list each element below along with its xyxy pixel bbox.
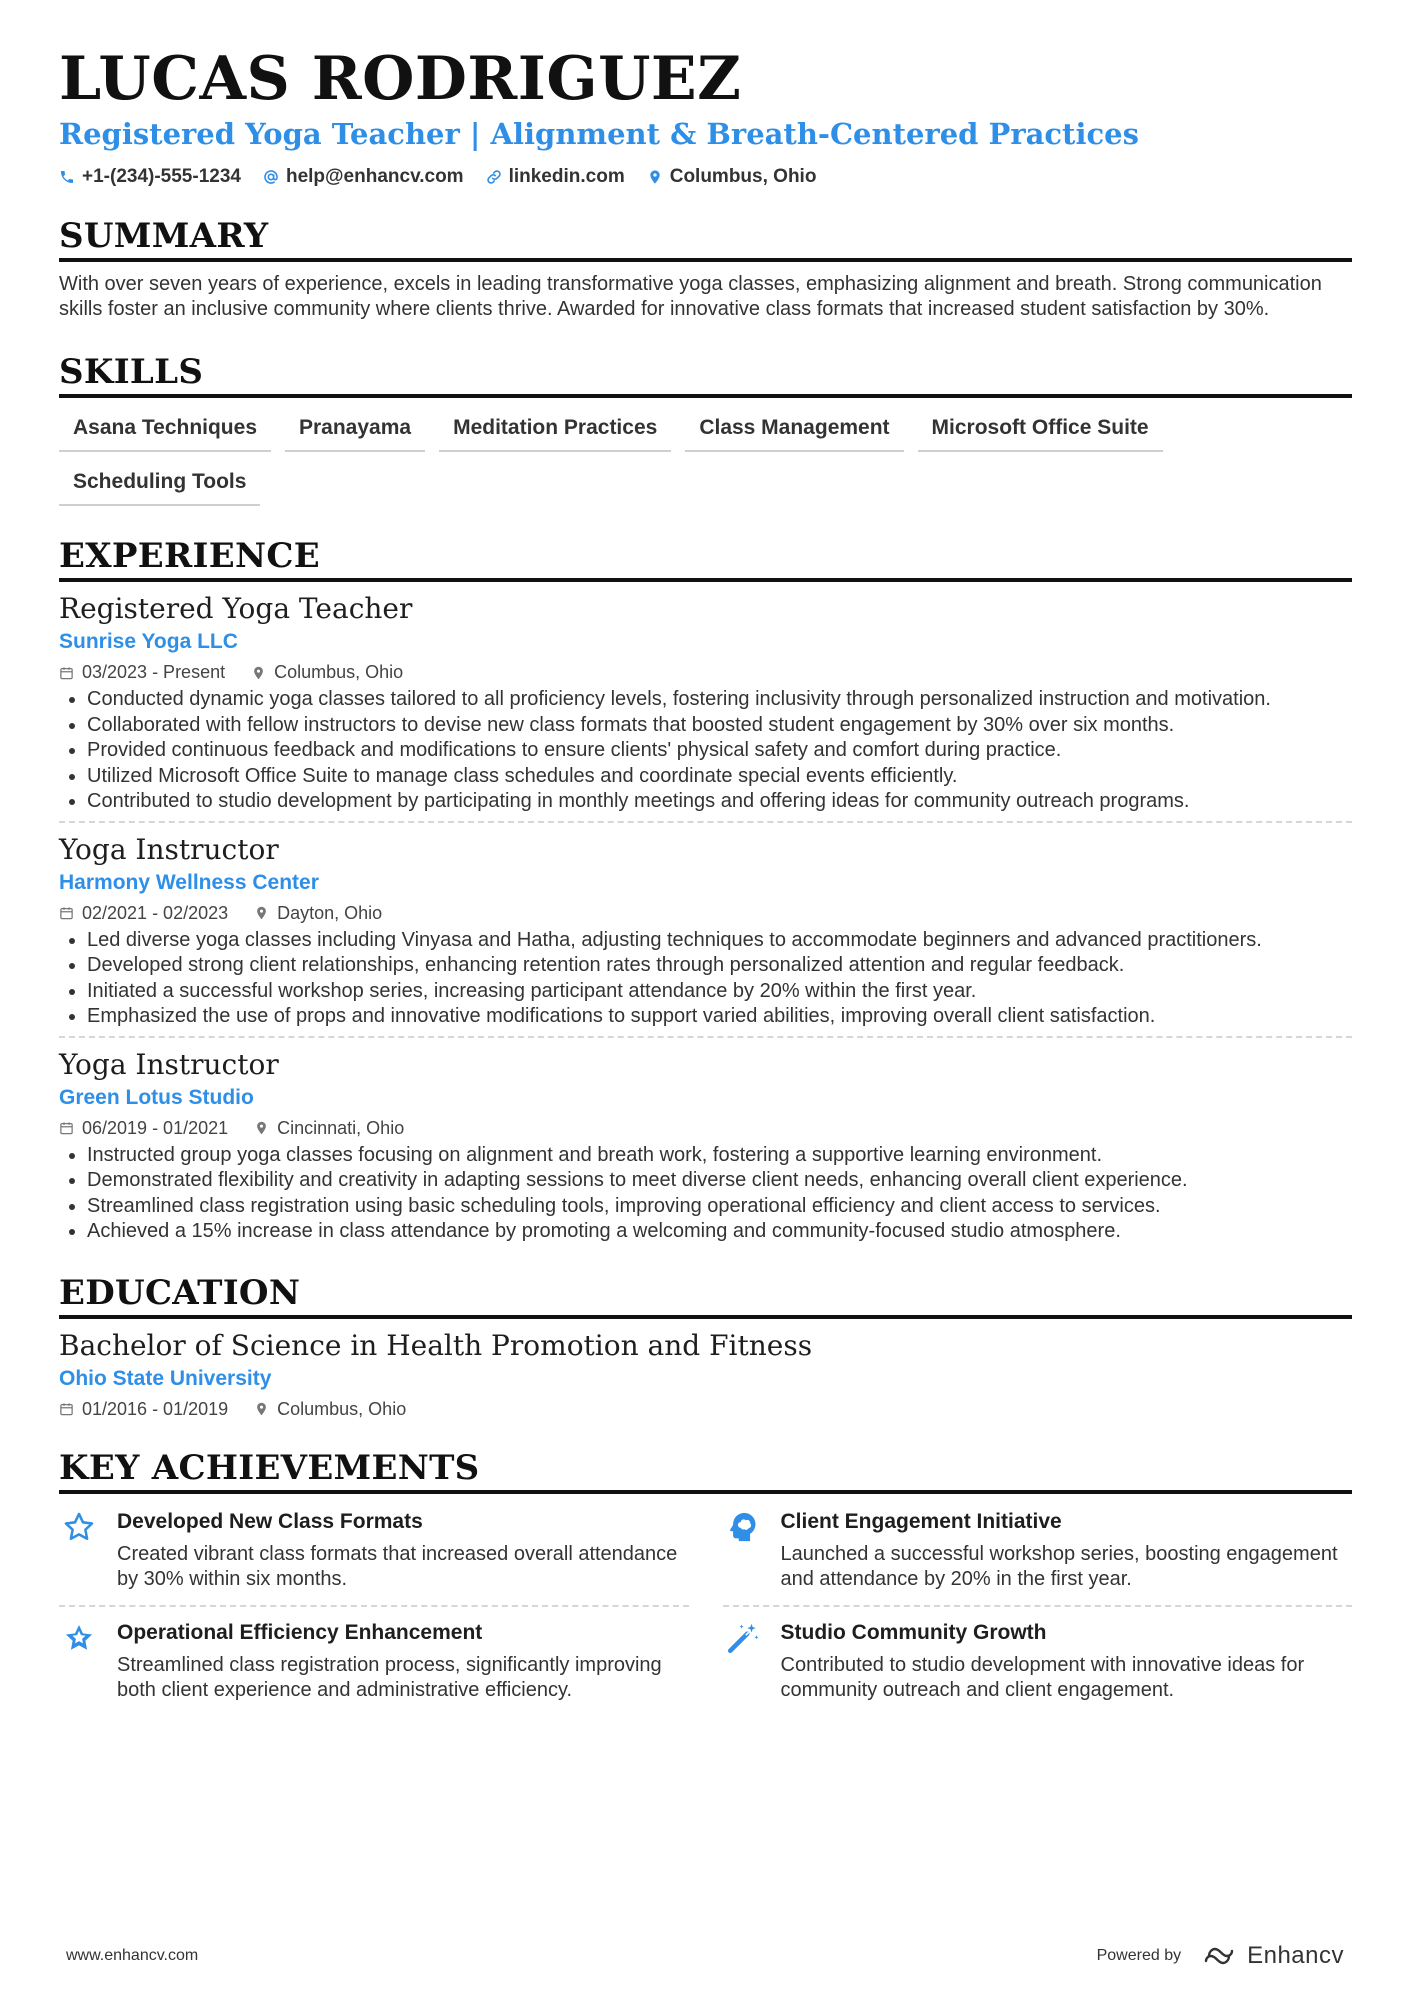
job-title: Yoga Instructor	[59, 832, 279, 866]
job-location: Dayton, Ohio	[277, 902, 383, 923]
job-entry	[59, 833, 1352, 1038]
summary-heading: SUMMARY	[59, 216, 1352, 262]
map-pin-icon	[251, 665, 266, 681]
achievement-desc: Created vibrant class formats that increased overall attendance by 30% within six months.	[117, 1542, 678, 1590]
linkedin-text: linkedin.com	[508, 166, 625, 187]
job-dates: 06/2019 - 01/2021	[82, 1117, 229, 1138]
star-outline-icon	[62, 1510, 96, 1544]
phone-text: +1-(234)-555-1234	[82, 166, 241, 187]
achievement-title: Operational Efficiency Enhancement	[117, 1620, 483, 1644]
skills-section	[59, 352, 1352, 506]
job-bullets	[59, 687, 1352, 815]
job-entry	[59, 592, 1352, 823]
skill-tag: Class Management	[685, 412, 903, 452]
job-dates: 02/2021 - 02/2023	[82, 902, 229, 923]
experience-heading: EXPERIENCE	[59, 536, 1352, 582]
degree-title: Bachelor of Science in Health Promotion and Fitness	[59, 1328, 813, 1362]
company-name: Green Lotus Studio	[59, 1085, 254, 1109]
achievement-item	[59, 1619, 689, 1716]
education-section	[59, 1273, 1352, 1420]
map-pin-icon	[647, 169, 663, 185]
job-bullet: • Developed strong client relationships, enhancing retention rates through personalized attention and regular feedback.	[87, 953, 1352, 979]
job-bullet: • Collaborated with fellow instructors to devise new class formats that boosted student engagement by 30% over six months.	[87, 713, 1352, 739]
contact-email[interactable]	[263, 166, 464, 188]
footer	[66, 1942, 1344, 1970]
achievements-section	[59, 1448, 1352, 1716]
enhancv-logo-icon	[1199, 1945, 1239, 1967]
job-bullets	[59, 1143, 1352, 1245]
achievement-title: Studio Community Growth	[780, 1620, 1047, 1644]
location-text: Columbus, Ohio	[669, 166, 817, 187]
skill-tag: Microsoft Office Suite	[918, 412, 1163, 452]
contact-phone[interactable]	[59, 166, 241, 188]
job-bullet: • Initiated a successful workshop series, increasing participant attendance by 20% within the first year.	[87, 979, 1352, 1005]
skill-tag: Scheduling Tools	[59, 466, 260, 506]
skill-tag: Pranayama	[285, 412, 425, 452]
education-location: Columbus, Ohio	[277, 1398, 407, 1419]
job-bullet: • Provided continuous feedback and modifications to ensure clients' physical safety and comfort during practice.	[87, 738, 1352, 764]
skills-list	[59, 412, 1352, 506]
job-meta	[59, 662, 1352, 683]
skill-tag: Meditation Practices	[439, 412, 671, 452]
job-bullet: • Conducted dynamic yoga classes tailored to all proficiency levels, fostering inclusivity through personalized instruction and motivation.	[87, 687, 1352, 713]
skills-heading: SKILLS	[59, 352, 1352, 398]
achievement-desc: Streamlined class registration process, significantly improving both client experience and administrative efficiency.	[117, 1653, 662, 1701]
calendar-icon	[59, 665, 74, 681]
experience-section	[59, 536, 1352, 1251]
powered-by-label: Powered by	[1096, 1947, 1182, 1964]
achievement-desc: Contributed to studio development with innovative ideas for community outreach and client engagement.	[780, 1653, 1305, 1701]
calendar-icon	[59, 1401, 74, 1417]
summary-section	[59, 216, 1352, 322]
summary-text: With over seven years of experience, excels in leading transformative yoga classes, emphasizing alignment and breath. Strong communication skills foster an inclusive community where clients thrive. Awarded for innovative class formats that increased student satisfaction by 30%.	[59, 273, 1322, 320]
footer-website[interactable]: www.enhancv.com	[66, 1947, 199, 1964]
job-entry	[59, 1048, 1352, 1251]
link-icon	[486, 169, 502, 185]
candidate-title: Registered Yoga Teacher | Alignment & Breath-Centered Practices	[59, 117, 1139, 151]
powered-by	[1097, 1942, 1344, 1970]
achievement-title: Client Engagement Initiative	[780, 1509, 1062, 1533]
achievement-item	[723, 1508, 1353, 1607]
job-bullet: • Led diverse yoga classes including Vinyasa and Hatha, adjusting techniques to accommodate beginners and advanced practitioners.	[87, 928, 1352, 954]
calendar-icon	[59, 1120, 74, 1136]
achievement-item	[723, 1619, 1353, 1716]
job-title: Registered Yoga Teacher	[59, 592, 413, 625]
job-dates: 03/2023 - Present	[82, 662, 226, 682]
achievement-desc: Launched a successful workshop series, boosting engagement and attendance by 20% in the first year.	[780, 1542, 1338, 1590]
job-bullet: • Instructed group yoga classes focusing on alignment and breath work, fostering a supportive learning environment.	[87, 1143, 1352, 1169]
map-pin-icon	[254, 905, 269, 921]
company-name: Harmony Wellness Center	[59, 870, 319, 894]
contact-linkedin[interactable]	[486, 166, 625, 188]
job-bullet: • Streamlined class registration using basic scheduling tools, improving operational efficiency and client access to services.	[87, 1194, 1352, 1220]
education-heading: EDUCATION	[59, 1273, 1352, 1319]
brand-name: Enhancv	[1247, 1942, 1344, 1969]
job-bullet: • Emphasized the use of props and innovative modifications to support varied abilities, improving overall client satisfaction.	[87, 1004, 1352, 1030]
school-name: Ohio State University	[59, 1366, 272, 1390]
at-icon	[263, 169, 279, 185]
map-pin-icon	[254, 1120, 269, 1136]
education-dates: 01/2016 - 01/2019	[82, 1398, 229, 1419]
email-text: help@enhancv.com	[285, 166, 464, 187]
skill-tag: Asana Techniques	[59, 412, 271, 452]
calendar-icon	[59, 905, 74, 921]
head-brain-icon	[726, 1510, 760, 1544]
job-meta	[59, 903, 1352, 924]
job-bullet: • Demonstrated flexibility and creativity in adapting sessions to meet diverse client needs, enhancing overall client experience.	[87, 1168, 1352, 1194]
magic-wand-icon	[726, 1621, 760, 1655]
job-meta	[59, 1118, 1352, 1139]
achievement-title: Developed New Class Formats	[117, 1509, 423, 1533]
achievements-grid	[59, 1508, 1352, 1716]
star-sparkle-icon	[62, 1621, 96, 1655]
company-name: Sunrise Yoga LLC	[59, 630, 238, 653]
candidate-name: LUCAS RODRIGUEZ	[59, 44, 742, 114]
education-meta	[59, 1399, 1352, 1420]
phone-icon	[59, 169, 75, 185]
job-bullets	[59, 928, 1352, 1030]
job-title: Yoga Instructor	[59, 1047, 279, 1081]
achievement-item	[59, 1508, 689, 1607]
job-location: Cincinnati, Ohio	[277, 1117, 405, 1138]
job-bullet: • Contributed to studio development by participating in monthly meetings and offering ideas for community outreach programs.	[87, 789, 1352, 815]
contact-location	[647, 166, 817, 188]
job-bullet: • Achieved a 15% increase in class attendance by promoting a welcoming and community-focused studio atmosphere.	[87, 1219, 1352, 1245]
brand-logo[interactable]	[1199, 1942, 1344, 1970]
map-pin-icon	[254, 1401, 269, 1417]
achievements-heading: KEY ACHIEVEMENTS	[59, 1448, 1352, 1494]
contact-row	[59, 166, 1352, 188]
job-bullet: • Utilized Microsoft Office Suite to manage class schedules and coordinate special events efficiently.	[87, 764, 1352, 790]
job-location: Columbus, Ohio	[274, 662, 404, 682]
